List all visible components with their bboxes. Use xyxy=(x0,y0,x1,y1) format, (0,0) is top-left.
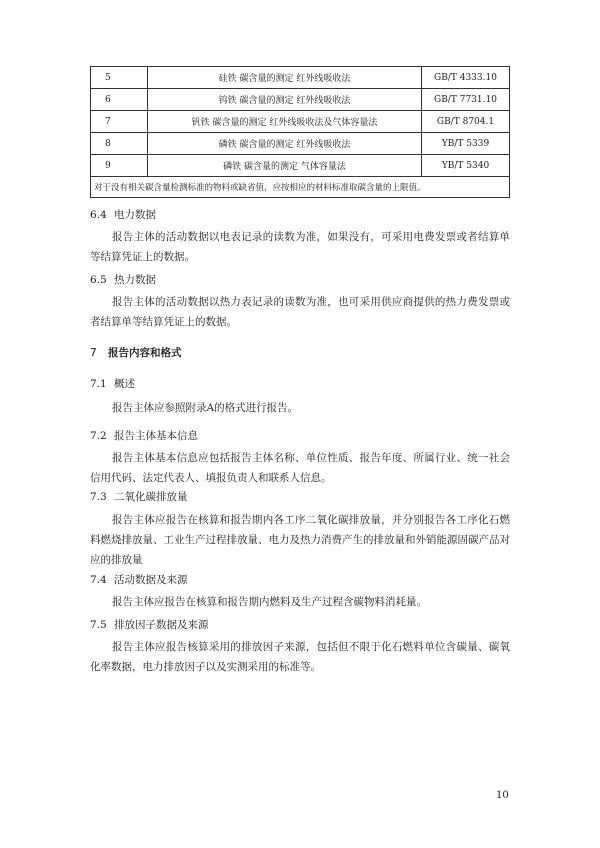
section-7-4-paragraph: 报告主体应报告在核算和报告期内燃料及生产过程含碳物料消耗量。 xyxy=(112,596,427,608)
section-number: 7.3 xyxy=(90,491,107,503)
section-6-4-paragraph: 报告主体的活动数据以电表记录的读数为准，如果没有，可采用电费发票或者结算单等结算凭证上的数据。 xyxy=(90,231,510,263)
table-note: 对于没有相关碳含量检测标准的物料或缺省值，应按相应的材料标准取碳含量的上限值。 xyxy=(91,177,510,198)
section-7-4-heading xyxy=(90,573,510,587)
section-number: 7.5 xyxy=(90,619,107,631)
standard-code: GB/T 4333.10 xyxy=(422,67,510,89)
section-7-1-heading xyxy=(90,377,510,391)
standard-code: GB/T 7731.10 xyxy=(422,89,510,111)
section-title: 报告主体基本信息 xyxy=(114,430,198,442)
row-number: 9 xyxy=(91,155,148,177)
standard-name: 磷铁 碳含量的测定 红外线吸收法 xyxy=(148,133,422,155)
standard-code: GB/T 8704.1 xyxy=(422,111,510,133)
section-6-5-paragraph: 报告主体的活动数据以热力表记录的读数为准，也可采用供应商提供的热力费发票或者结算单等结算凭证上的数据。 xyxy=(90,296,510,328)
row-number: 7 xyxy=(91,111,148,133)
section-title: 报告内容和格式 xyxy=(108,347,182,359)
section-6-5-heading xyxy=(90,273,510,287)
table-row xyxy=(91,155,510,177)
section-title: 活动数据及来源 xyxy=(114,574,188,586)
section-7-3-heading xyxy=(90,490,510,504)
table-row xyxy=(91,133,510,155)
section-title: 二氧化碳排放量 xyxy=(114,491,188,503)
standard-name: 钒铁 碳含量的测定 红外线吸收法及气体容量法 xyxy=(148,111,422,133)
table-row xyxy=(91,89,510,111)
standard-code: YB/T 5339 xyxy=(422,133,510,155)
section-number: 6.4 xyxy=(90,209,107,221)
section-title: 排放因子数据及来源 xyxy=(114,619,209,631)
section-number: 7.2 xyxy=(90,430,107,442)
section-title: 概述 xyxy=(114,378,135,390)
row-number: 5 xyxy=(91,67,148,89)
table-row xyxy=(91,111,510,133)
table-row xyxy=(91,67,510,89)
row-number: 8 xyxy=(91,133,148,155)
section-7-heading xyxy=(90,346,510,360)
section-title: 电力数据 xyxy=(114,209,156,221)
standard-name: 硅铁 碳含量的测定 红外线吸收法 xyxy=(148,67,422,89)
section-number: 7.1 xyxy=(90,378,107,390)
section-7-3-paragraph: 报告主体应报告在核算和报告期内各工序二氧化碳排放量，并分别报告各工序化石燃料燃烧排放量、工业生产过程排放量、电力及热力消费产生的排放量和外销能源固碳产品对应的排放量 xyxy=(90,514,510,566)
section-7-1-paragraph: 报告主体应参照附录A的格式进行报告。 xyxy=(112,402,299,414)
section-number: 6.5 xyxy=(90,274,107,286)
row-number: 6 xyxy=(91,89,148,111)
section-7-2-paragraph: 报告主体基本信息应包括报告主体名称、单位性质、报告年度、所属行业、统一社会信用代码、法定代表人、填报负责人和联系人信息。 xyxy=(90,452,510,484)
standard-name: 钨铁 碳含量的测定 红外线吸收法 xyxy=(148,89,422,111)
standard-code: YB/T 5340 xyxy=(422,155,510,177)
section-7-2-heading xyxy=(90,429,510,443)
page-number: 10 xyxy=(496,790,509,801)
section-6-4-heading xyxy=(90,208,510,222)
section-number: 7 xyxy=(90,347,97,359)
section-title: 热力数据 xyxy=(114,274,156,286)
standards-table xyxy=(90,66,510,198)
section-7-5-heading xyxy=(90,618,510,632)
table-note-row xyxy=(91,177,510,198)
standard-name: 磷铁 碳含量的测定 气体容量法 xyxy=(148,155,422,177)
section-number: 7.4 xyxy=(90,574,107,586)
section-7-5-paragraph: 报告主体应报告核算采用的排放因子来源，包括但不限于化石燃料单位含碳量、碳氧化率数据，电力排放因子以及实测采用的标准等。 xyxy=(90,641,510,673)
